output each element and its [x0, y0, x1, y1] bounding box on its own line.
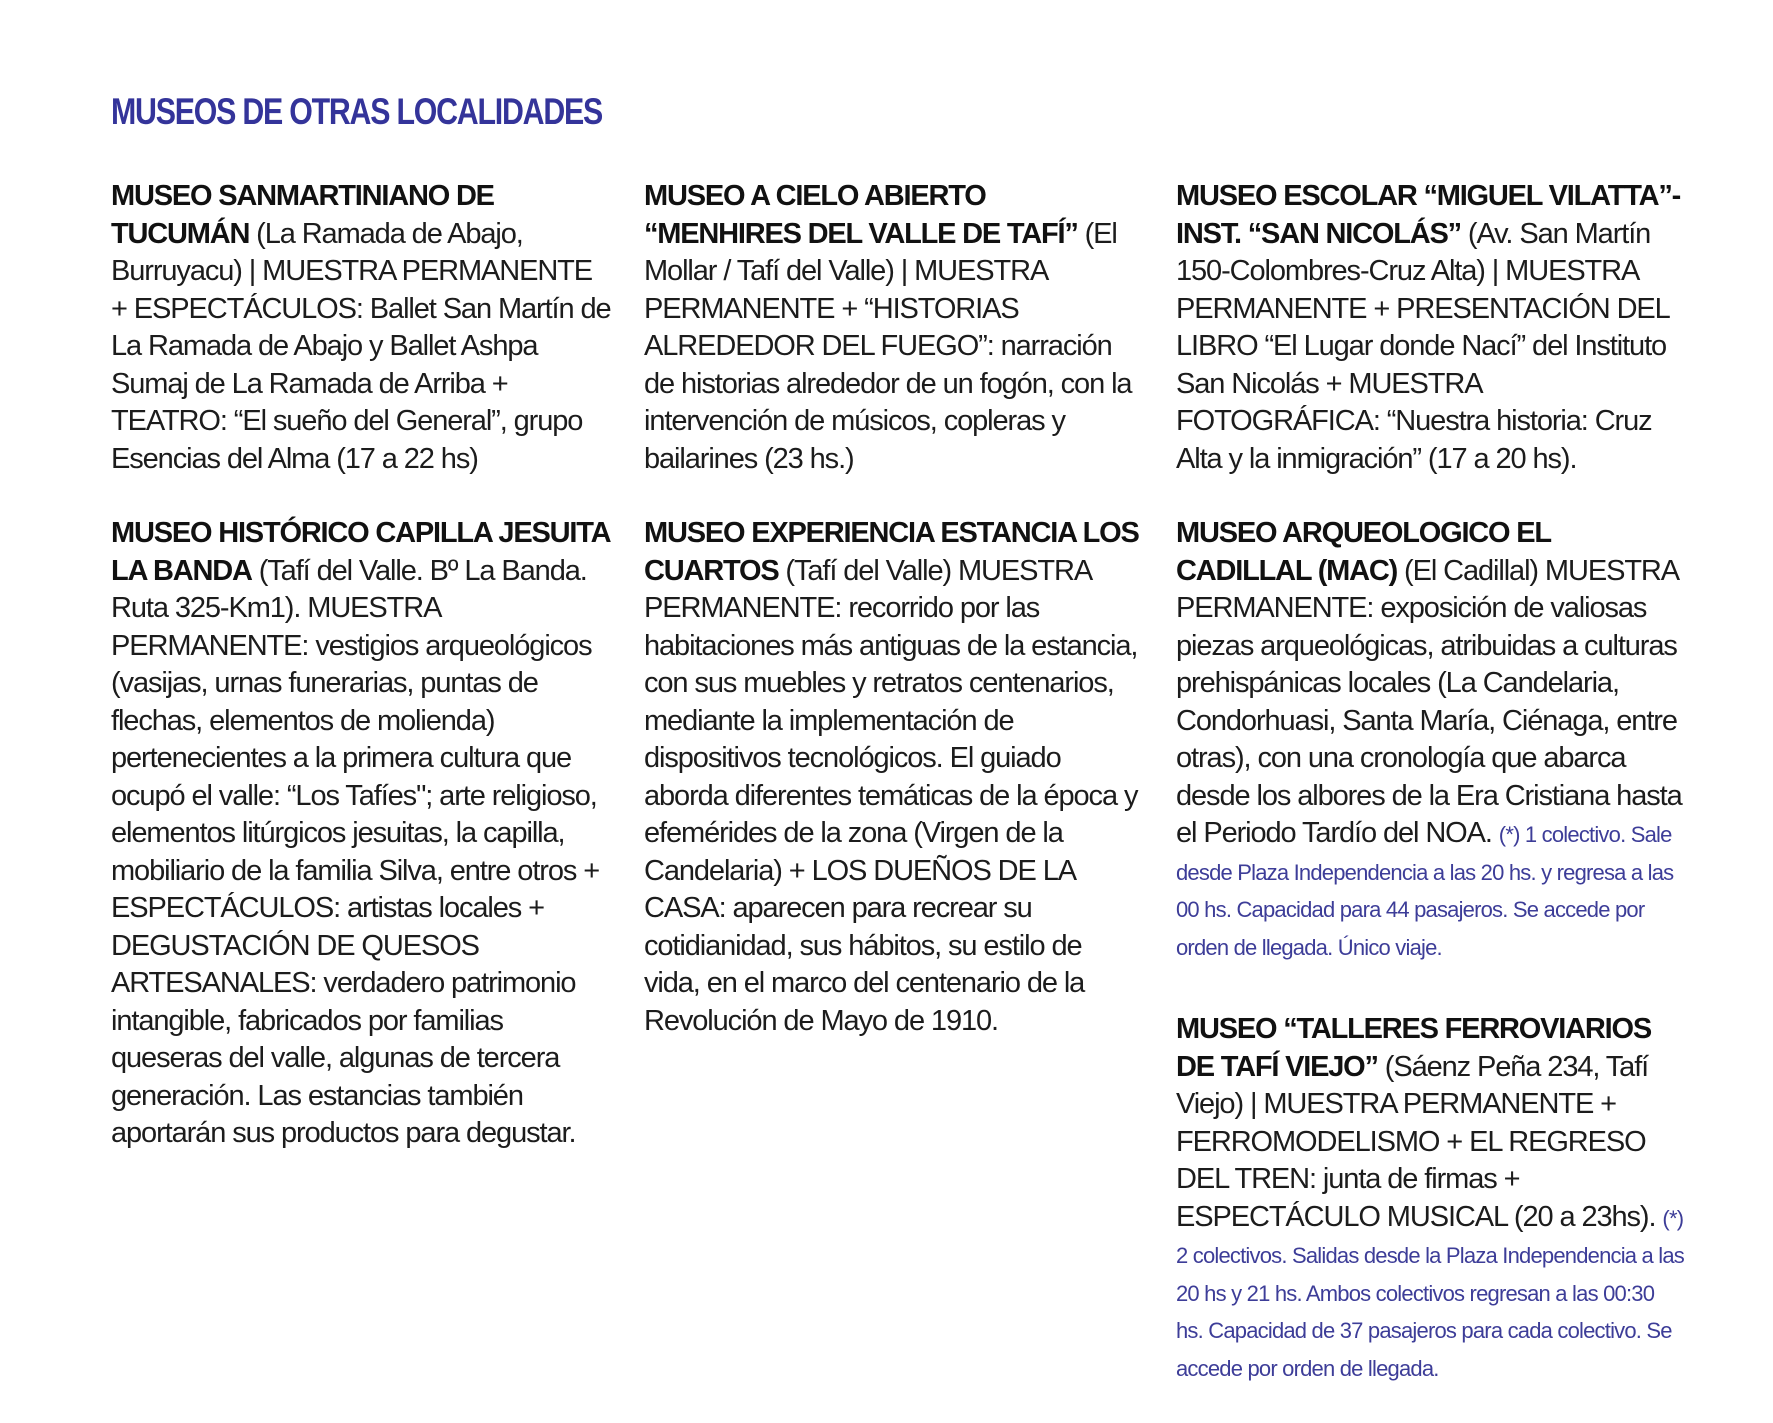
museum-description: (Av. San Martín 150-Colombres-Cruz Alta) | MUESTRA PERMANENTE + PRESENTACIÓN DEL LIBRO “El Lugar donde Nací” del Instituto San Nicolás + MUESTRA FOTOGRÁFICA: “Nuestra historia: Cruz Alta y la inmigración” (17 a 20 hs).	[1176, 217, 1669, 475]
museum-entry	[1176, 1011, 1686, 1386]
transport-note: (*) 2 colectivos. Salidas desde la Plaza Independencia a las 20 hs y 21 hs. Ambos colectivos regresan a las 00:30 hs. Capacidad de 37 pasajeros para cada colectivo. Se accede por orden de llegada.	[1176, 1205, 1685, 1381]
museum-name: MUSEO SANMARTINIANO DE TUCUMÁN	[111, 180, 494, 250]
museum-name: MUSEO “TALLERES FERROVIARIOS DE TAFÍ VIEJO”	[1176, 1013, 1652, 1083]
museum-entry	[111, 178, 611, 478]
museum-entry	[1176, 515, 1686, 965]
transport-note: (*) 1 colectivo. Sale desde Plaza Independencia a las 20 hs. y regresa a las 00 hs. Capacidad para 44 pasajeros. Se accede por orden de llegada. Único viaje.	[1176, 822, 1674, 960]
museum-description: (Tafí del Valle) MUESTRA PERMANENTE: recorrido por las habitaciones más antiguas de la estancia, con sus muebles y retratos centenarios, mediante la implementación de dispositivos tecnológicos. El guiado aborda diferentes temáticas de la época y efemérides de la zona (Virgen de la Candelaria) + LOS DUEÑOS DE LA CASA: aparecen para recrear su cotidianidad, sus hábitos, su estilo de vida, en el marco del centenario de la Revolución de Mayo de 1910.	[644, 554, 1138, 1037]
museum-entry	[644, 178, 1144, 478]
column-1	[111, 178, 611, 1190]
museum-description: (Sáenz Peña 234, Tafí Viejo) | MUESTRA PERMANENTE + FERROMODELISMO + EL REGRESO DEL TREN: junta de firmas + ESPECTÁCULO MUSICAL (20 a 23hs).	[1176, 1050, 1663, 1233]
museum-description: (El Cadillal) MUESTRA PERMANENTE: exposición de valiosas piezas arqueológicas, atribuidas a culturas prehispánicas locales (La Candelaria, Condorhuasi, Santa María, Ciénaga, entre otras), con una cronología que abarca desde los albores de la Era Cristiana hasta el Periodo Tardío del NOA.	[1176, 554, 1682, 849]
museum-name: MUSEO A CIELO ABIERTO “MENHIRES DEL VALLE DE TAFÍ”	[644, 180, 1078, 250]
museum-description: (Tafí del Valle. Bº La Banda. Ruta 325-Km1). MUESTRA PERMANENTE: vestigios arqueológicos (vasijas, urnas funerarias, puntas de flechas, elementos de molienda) pertenecientes a la primera cultura que ocupó el valle: “Los Tafíes"; arte religioso, elementos litúrgicos jesuitas, la capilla, mobiliario de la familia Silva, entre otros + ESPECTÁCULOS: artistas locales + DEGUSTACIÓN DE QUESOS ARTESANALES: verdadero patrimonio intangible, fabricados por familias queseras del valle, algunas de tercera generación. Las estancias también aportarán sus productos para degustar.	[111, 554, 600, 1149]
museum-name: MUSEO EXPERIENCIA ESTANCIA LOS CUARTOS	[644, 517, 1139, 587]
museum-entry	[1176, 178, 1686, 478]
museum-entry	[644, 515, 1144, 1040]
museum-entry	[111, 515, 611, 1153]
museum-name: MUSEO HISTÓRICO CAPILLA JESUITA LA BANDA	[111, 517, 610, 587]
museum-name: MUSEO ESCOLAR “MIGUEL VILATTA”-INST. “SAN NICOLÁS”	[1176, 180, 1681, 250]
museum-description: (El Mollar / Tafí del Valle) | MUESTRA PERMANENTE + “HISTORIAS ALREDEDOR DEL FUEGO”: narración de historias alrededor de un fogón, con la intervención de músicos, copleras y bailarines (23 hs.)	[644, 217, 1132, 475]
museum-name: MUSEO ARQUEOLOGICO EL CADILLAL (MAC)	[1176, 517, 1551, 587]
page-title: MUSEOS DE OTRAS LOCALIDADES	[111, 91, 603, 132]
column-3	[1176, 178, 1686, 1423]
museum-description: (La Ramada de Abajo, Burruyacu) | MUESTRA PERMANENTE + ESPECTÁCULOS: Ballet San Martín de La Ramada de Abajo y Ballet Ashpa Sumaj de La Ramada de Arriba + TEATRO: “El sueño del General”, grupo Esencias del Alma (17 a 22 hs)	[111, 217, 611, 475]
column-2	[644, 178, 1144, 1077]
